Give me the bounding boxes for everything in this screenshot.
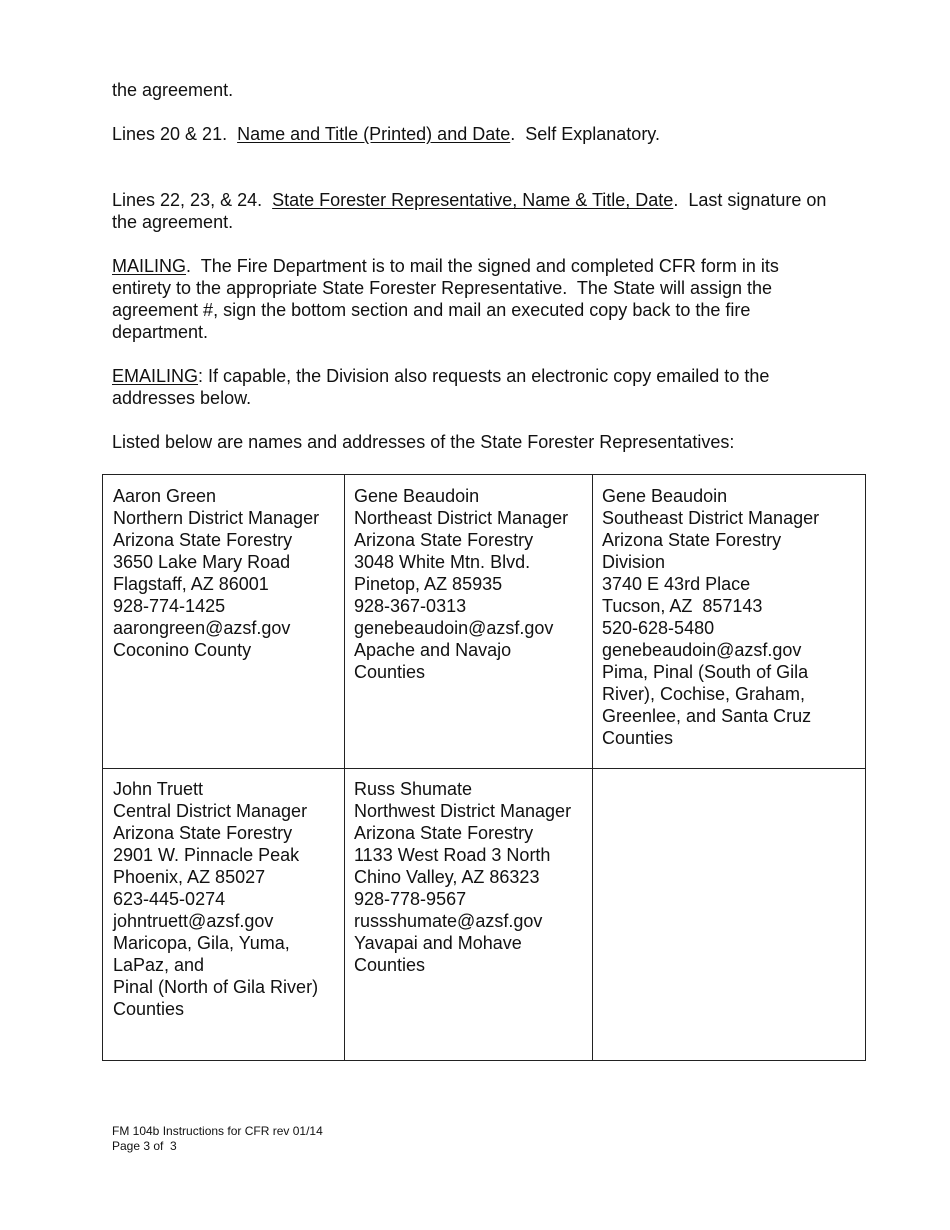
footer-form-id: FM 104b Instructions for CFR rev 01/14 bbox=[112, 1124, 323, 1138]
contact-counties: LaPaz, and bbox=[113, 955, 205, 975]
contact-counties: Counties bbox=[602, 728, 674, 748]
contact-cell-northwest bbox=[344, 768, 592, 1060]
contact-org: Arizona State Forestry bbox=[602, 530, 782, 550]
contact-counties: Apache and Navajo bbox=[354, 640, 512, 660]
contact-city: Tucson, AZ 857143 bbox=[602, 596, 763, 616]
footer-page-number: Page 3 of 3 bbox=[112, 1139, 177, 1153]
representatives-table bbox=[102, 474, 866, 1061]
contact-counties: Counties bbox=[113, 999, 185, 1019]
contact-city: Flagstaff, AZ 86001 bbox=[113, 574, 269, 594]
contact-street: 2901 W. Pinnacle Peak bbox=[113, 845, 300, 865]
contact-street: 3740 E 43rd Place bbox=[602, 574, 751, 594]
contact-cell-northern bbox=[103, 475, 344, 768]
contact-phone: 928-778-9567 bbox=[354, 889, 467, 909]
contact-name: Gene Beaudoin bbox=[354, 486, 480, 506]
heading-mailing: MAILING bbox=[112, 256, 187, 276]
contact-name: Gene Beaudoin bbox=[602, 486, 728, 506]
contact-phone: 623-445-0274 bbox=[113, 889, 226, 909]
contact-phone: 928-367-0313 bbox=[354, 596, 467, 616]
paragraph-mailing: MAILING. The Fire Department is to mail the signed and completed CFR form in its entirety to the appropriate State Forester Representative. The State will assign the agreement #, sign the bottom section and mail an executed copy back to the fire department. bbox=[112, 256, 784, 342]
contact-phone: 520-628-5480 bbox=[602, 618, 715, 638]
contact-counties: Greenlee, and Santa Cruz bbox=[602, 706, 812, 726]
contact-title: Northeast District Manager bbox=[354, 508, 569, 528]
paragraph-representatives-intro: Listed below are names and addresses of the State Forester Representatives: bbox=[112, 432, 735, 452]
contact-title: Central District Manager bbox=[113, 801, 308, 821]
contact-phone: 928-774-1425 bbox=[113, 596, 226, 616]
contact-email: genebeaudoin@azsf.gov bbox=[602, 640, 802, 660]
contact-email: genebeaudoin@azsf.gov bbox=[354, 618, 554, 638]
paragraph-agreement-end: the agreement. bbox=[112, 80, 234, 100]
contact-name: John Truett bbox=[113, 779, 204, 799]
paragraph-emailing: EMAILING: If capable, the Division also requests an electronic copy emailed to the addresses below. bbox=[112, 366, 770, 408]
heading-emailing: EMAILING bbox=[112, 366, 199, 386]
contact-street: 3650 Lake Mary Road bbox=[113, 552, 291, 572]
contact-counties: River), Cochise, Graham, bbox=[602, 684, 806, 704]
contact-title: Southeast District Manager bbox=[602, 508, 820, 528]
contact-cell-empty bbox=[592, 768, 864, 1060]
contact-org: Arizona State Forestry bbox=[354, 823, 534, 843]
contact-city: Chino Valley, AZ 86323 bbox=[354, 867, 540, 887]
contact-cell-central bbox=[103, 768, 344, 1060]
heading-state-forester-representative: State Forester Representative, Name & Title, Date bbox=[272, 190, 674, 210]
contact-cell-southeast bbox=[592, 475, 864, 768]
contact-counties: Pinal (North of Gila River) bbox=[113, 977, 319, 997]
contact-city: Pinetop, AZ 85935 bbox=[354, 574, 503, 594]
contact-cell-northeast bbox=[344, 475, 592, 768]
contact-org: Division bbox=[602, 552, 666, 572]
contact-name: Russ Shumate bbox=[354, 779, 473, 799]
contact-email: johntruett@azsf.gov bbox=[113, 911, 274, 931]
paragraph-lines-22-24: Lines 22, 23, & 24. State Forester Representative, Name & Title, Date. Last signature on the agreement. bbox=[112, 190, 832, 232]
contact-org: Arizona State Forestry bbox=[113, 530, 293, 550]
contact-counties: Maricopa, Gila, Yuma, bbox=[113, 933, 290, 953]
contact-title: Northern District Manager bbox=[113, 508, 320, 528]
contact-org: Arizona State Forestry bbox=[113, 823, 293, 843]
contact-counties: Counties bbox=[354, 955, 426, 975]
contact-street: 3048 White Mtn. Blvd. bbox=[354, 552, 531, 572]
contact-counties: Coconino County bbox=[113, 640, 252, 660]
contact-city: Phoenix, AZ 85027 bbox=[113, 867, 266, 887]
contact-name: Aaron Green bbox=[113, 486, 217, 506]
contact-counties: Yavapai and Mohave bbox=[354, 933, 522, 953]
contact-title: Northwest District Manager bbox=[354, 801, 572, 821]
contact-counties: Counties bbox=[354, 662, 426, 682]
paragraph-lines-20-21: Lines 20 & 21. Name and Title (Printed) and Date. Self Explanatory. bbox=[112, 124, 660, 144]
contact-org: Arizona State Forestry bbox=[354, 530, 534, 550]
contact-email: aarongreen@azsf.gov bbox=[113, 618, 291, 638]
heading-name-title-date: Name and Title (Printed) and Date bbox=[237, 124, 511, 144]
contact-email: russshumate@azsf.gov bbox=[354, 911, 543, 931]
contact-street: 1133 West Road 3 North bbox=[354, 845, 551, 865]
contact-counties: Pima, Pinal (South of Gila bbox=[602, 662, 809, 682]
